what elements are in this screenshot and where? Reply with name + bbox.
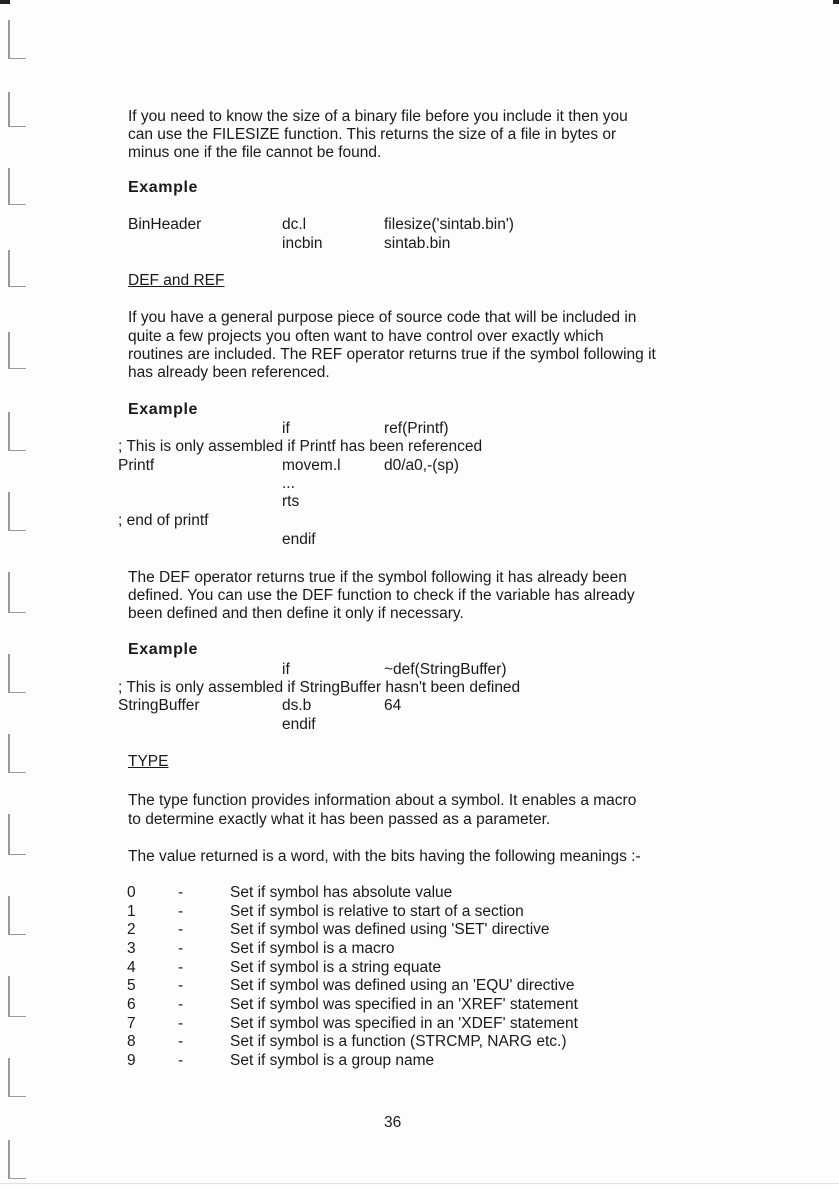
code-arg-filesize: filesize('sintab.bin') xyxy=(384,216,514,233)
bit-description: Set if symbol is a string equate xyxy=(230,959,442,976)
bit-number: 3 xyxy=(127,940,136,957)
page-number: 36 xyxy=(384,1114,402,1131)
intro-line-3: minus one if the file cannot be found. xyxy=(128,144,382,161)
code-label-stringbuffer: StringBuffer xyxy=(118,697,200,714)
bit-number: 9 xyxy=(127,1052,136,1069)
code-label-binheader: BinHeader xyxy=(128,216,202,233)
def-ref-line-2: quite a few projects you often want to have control over exactly which xyxy=(128,328,604,345)
code-op-if-def: if xyxy=(282,661,290,678)
def-ref-line-1: If you have a general purpose piece of source code that will be included in xyxy=(128,309,637,326)
type-desc-line-2: to determine exactly what it has been passed as a parameter. xyxy=(128,811,551,828)
bit-description: Set if symbol is a group name xyxy=(230,1052,435,1069)
bit-number: 7 xyxy=(127,1015,136,1032)
code-op-if-ref: if xyxy=(282,420,290,437)
bit-dash: - xyxy=(178,884,184,901)
bit-dash: - xyxy=(178,977,184,994)
bit-number: 5 xyxy=(127,977,136,994)
bit-number: 6 xyxy=(127,996,136,1013)
def-ref-line-4: has already been referenced. xyxy=(128,364,330,381)
intro-line-2: can use the FILESIZE function. This returns the size of a file in bytes or xyxy=(128,126,617,143)
code-op-endif-1: endif xyxy=(282,531,316,548)
type-value-line: The value returned is a word, with the bits having the following meanings :- xyxy=(128,848,641,865)
bit-dash: - xyxy=(178,921,184,938)
section-title-type: TYPE xyxy=(128,753,169,770)
def-line-1: The DEF operator returns true if the symbol following it has already been xyxy=(128,569,627,586)
bit-dash: - xyxy=(178,1015,184,1032)
bit-description: Set if symbol is relative to start of a section xyxy=(230,903,524,920)
def-line-3: been defined and then define it only if necessary. xyxy=(128,605,464,622)
bit-dash: - xyxy=(178,1052,184,1069)
bit-number: 8 xyxy=(127,1033,136,1050)
code-arg-def-stringbuffer: ~def(StringBuffer) xyxy=(384,661,507,678)
bit-description: Set if symbol was specified in an 'XREF' statement xyxy=(230,996,578,1013)
code-comment-stringbuffer: ; This is only assembled if StringBuffer hasn't been defined xyxy=(118,679,521,696)
code-label-printf: Printf xyxy=(118,457,155,474)
bit-description: Set if symbol has absolute value xyxy=(230,884,453,901)
bit-description: Set if symbol was specified in an 'XDEF' statement xyxy=(230,1015,578,1032)
code-op-movem: movem.l xyxy=(282,457,341,474)
scan-bottom-edge xyxy=(0,1183,839,1184)
code-arg-ref-printf: ref(Printf) xyxy=(384,420,449,437)
bit-description: Set if symbol is a function (STRCMP, NARG etc.) xyxy=(230,1033,567,1050)
bit-description: Set if symbol was defined using 'SET' directive xyxy=(230,921,550,938)
bit-number: 2 xyxy=(127,921,136,938)
code-op-incbin: incbin xyxy=(282,235,323,252)
bit-description: Set if symbol was defined using an 'EQU' directive xyxy=(230,977,575,994)
code-op-dsb: ds.b xyxy=(282,697,312,714)
example-heading-2: Example xyxy=(128,401,199,418)
bit-number: 0 xyxy=(127,884,136,901)
code-comment-printf: ; This is only assembled if Printf has been referenced xyxy=(118,438,483,455)
code-comment-end-printf: ; end of printf xyxy=(118,512,209,529)
bit-dash: - xyxy=(178,903,184,920)
example-heading-3: Example xyxy=(128,641,199,658)
bit-dash: - xyxy=(178,1033,184,1050)
code-op-rts: rts xyxy=(282,493,300,510)
code-arg-movem: d0/a0,-(sp) xyxy=(384,457,459,474)
bit-dash: - xyxy=(178,940,184,957)
intro-line-1: If you need to know the size of a binary file before you include it then you xyxy=(128,108,628,125)
scan-corner-right xyxy=(833,0,839,4)
bit-dash: - xyxy=(178,959,184,976)
scan-corner-left xyxy=(0,0,10,4)
type-desc-line-1: The type function provides information about a symbol. It enables a macro xyxy=(128,792,637,809)
def-ref-line-3: routines are included. The REF operator returns true if the symbol following it xyxy=(128,346,656,363)
code-op-dcl: dc.l xyxy=(282,216,307,233)
def-line-2: defined. You can use the DEF function to check if the variable has already xyxy=(128,587,635,604)
code-ellipsis: ... xyxy=(282,475,295,492)
section-title-def-ref: DEF and REF xyxy=(128,272,225,289)
code-op-endif-2: endif xyxy=(282,716,316,733)
bit-number: 4 xyxy=(127,959,136,976)
code-arg-sintab: sintab.bin xyxy=(384,235,451,252)
bit-dash: - xyxy=(178,996,184,1013)
bit-description: Set if symbol is a macro xyxy=(230,940,395,957)
example-heading-1: Example xyxy=(128,179,199,196)
code-arg-64: 64 xyxy=(384,697,402,714)
bit-number: 1 xyxy=(127,903,136,920)
